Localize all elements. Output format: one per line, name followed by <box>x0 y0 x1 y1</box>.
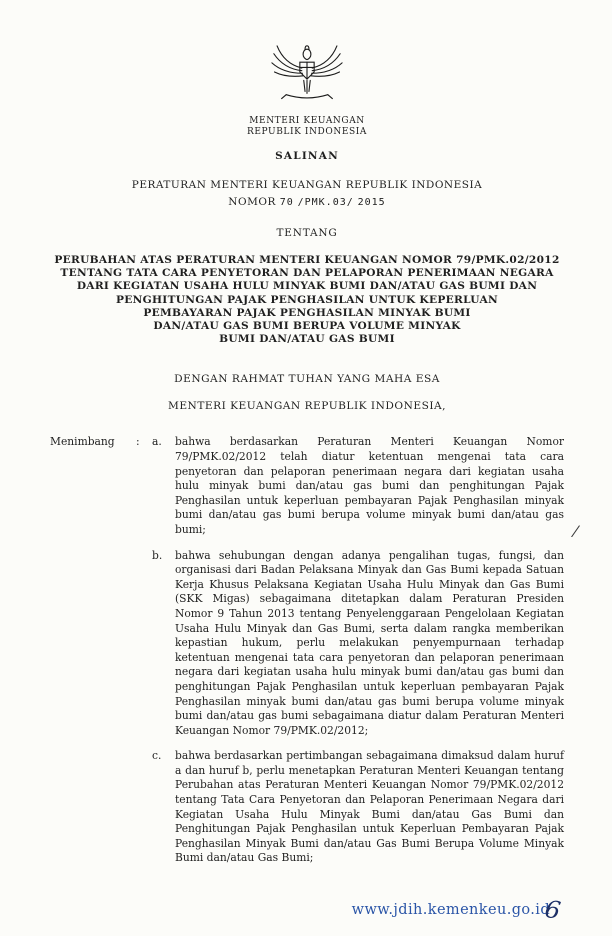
regulation-number-line <box>50 196 564 208</box>
ministry-line-1: MENTERI KEUANGAN <box>249 116 365 126</box>
nomor-number: 70 <box>279 197 294 208</box>
document-header <box>50 34 564 412</box>
salinan-label: SALINAN <box>275 150 339 162</box>
nomor-slug: /PMK.03/ <box>297 197 354 208</box>
subject-line: BUMI DAN/ATAU GAS BUMI <box>219 333 395 346</box>
subject-line: PERUBAHAN ATAS PERATURAN MENTERI KEUANGAN NOMOR 79/PMK.02/2012 <box>54 254 560 266</box>
subject-line: PEMBAYARAN PAJAK PENGHASILAN MINYAK BUMI <box>143 306 471 319</box>
considering-items <box>152 435 564 866</box>
item-letter: c. <box>152 749 162 763</box>
considering-item-a <box>152 435 564 537</box>
item-text: bahwa sehubungan dengan adanya pengalihan tugas, fungsi, dan organisasi dari Badan Pelaksana Minyak dan Gas Bumi kepada Satuan Kerja Khusus Pelaksana Kegiatan Usaha Hulu Minyak dan Gas Bumi (SKK Migas) sebagaimana ditetapkan dalam Peraturan Presiden Nomor 9 Tahun 2013 tentang Penyelenggaraan Pengelolaan Kegiatan Usaha Hulu Minyak dan Gas Bumi, serta dalam rangka memberikan kepastian hukum, perlu melakukan penyempurnaan terhadap ketentuan mengenai tata cara penyetoran dan pelaporan penerimaan negara dari kegiatan usaha hulu minyak bumi dan/atau gas bumi dan penghitungan Pajak Penghasilan untuk keperluan pembayaran Pajak Penghasilan minyak bumi dan/atau gas bumi berupa volume minyak bumi dan/atau gas bumi sebagaimana diatur dalam Peraturan Menteri Keuangan Nomor 79/PMK.02/2012; <box>175 548 564 737</box>
nomor-year: 2015 <box>357 197 386 208</box>
invocation-line: DENGAN RAHMAT TUHAN YANG MAHA ESA <box>174 373 440 386</box>
considering-colon: : <box>136 435 140 449</box>
subject-line: PENGHITUNGAN PAJAK PENGHASILAN UNTUK KEPERLUAN <box>116 293 498 306</box>
subject-line: DAN/ATAU GAS BUMI BERUPA VOLUME MINYAK <box>153 320 461 333</box>
garuda-emblem-icon <box>268 34 346 106</box>
tentang-label: TENTANG <box>276 227 338 239</box>
considering-item-c <box>152 749 564 866</box>
nomor-label: NOMOR <box>228 196 276 208</box>
item-text: bahwa berdasarkan Peraturan Menteri Keuangan Nomor 79/PMK.02/2012 telah diatur ketentuan mengenai tata cara penyetoran dan pelaporan penerimaan negara dari kegiatan usaha hulu minyak bumi dan/atau gas bumi dan penghitungan Pajak Penghasilan untuk keperluan pembayaran Pajak Penghasilan minyak bumi dan/atau gas bumi berupa volume minyak bumi dan/atau gas bumi; <box>175 435 564 536</box>
considering-item-b <box>152 549 564 739</box>
item-text: bahwa berdasarkan pertimbangan sebagaimana dimaksud dalam huruf a dan huruf b, perlu menetapkan Peraturan Menteri Keuangan tentang Perubahan atas Peraturan Menteri Keuangan Nomor 79/PMK.02/2012 tentang Tata Cara Penyetoran dan Pelaporan Penerimaan Negara dari Kegiatan Usaha Hulu Minyak Bumi dan/atau Gas Bumi dan Penghitungan Pajak Penghasilan untuk Keperluan Pembayaran Pajak Penghasilan Minyak Bumi dan/atau Gas Bumi Berupa Volume Minyak Bumi dan/atau Gas Bumi; <box>175 749 564 865</box>
jdih-watermark-link[interactable]: www.jdih.kemenkeu.go.id <box>351 902 550 918</box>
regulation-title: PERATURAN MENTERI KEUANGAN REPUBLIK INDONESIA <box>131 179 483 191</box>
item-letter: b. <box>152 548 163 562</box>
regulation-subject <box>50 254 564 346</box>
authority-line: MENTERI KEUANGAN REPUBLIK INDONESIA, <box>167 400 447 413</box>
considering-label: Menimbang <box>50 435 115 449</box>
handwritten-page-number: 6 <box>542 894 563 926</box>
subject-line: TENTANG TATA CARA PENYETORAN DAN PELAPORAN PENERIMAAN NEGARA <box>60 267 554 280</box>
considering-section <box>50 435 564 866</box>
pen-mark-slash: / <box>571 521 580 541</box>
item-letter: a. <box>152 435 162 449</box>
ministry-line-2: REPUBLIK INDONESIA <box>246 127 368 137</box>
subject-line: DARI KEGIATAN USAHA HULU MINYAK BUMI DAN/ATAU GAS BUMI DAN <box>76 280 538 293</box>
ministry-name <box>50 116 564 138</box>
